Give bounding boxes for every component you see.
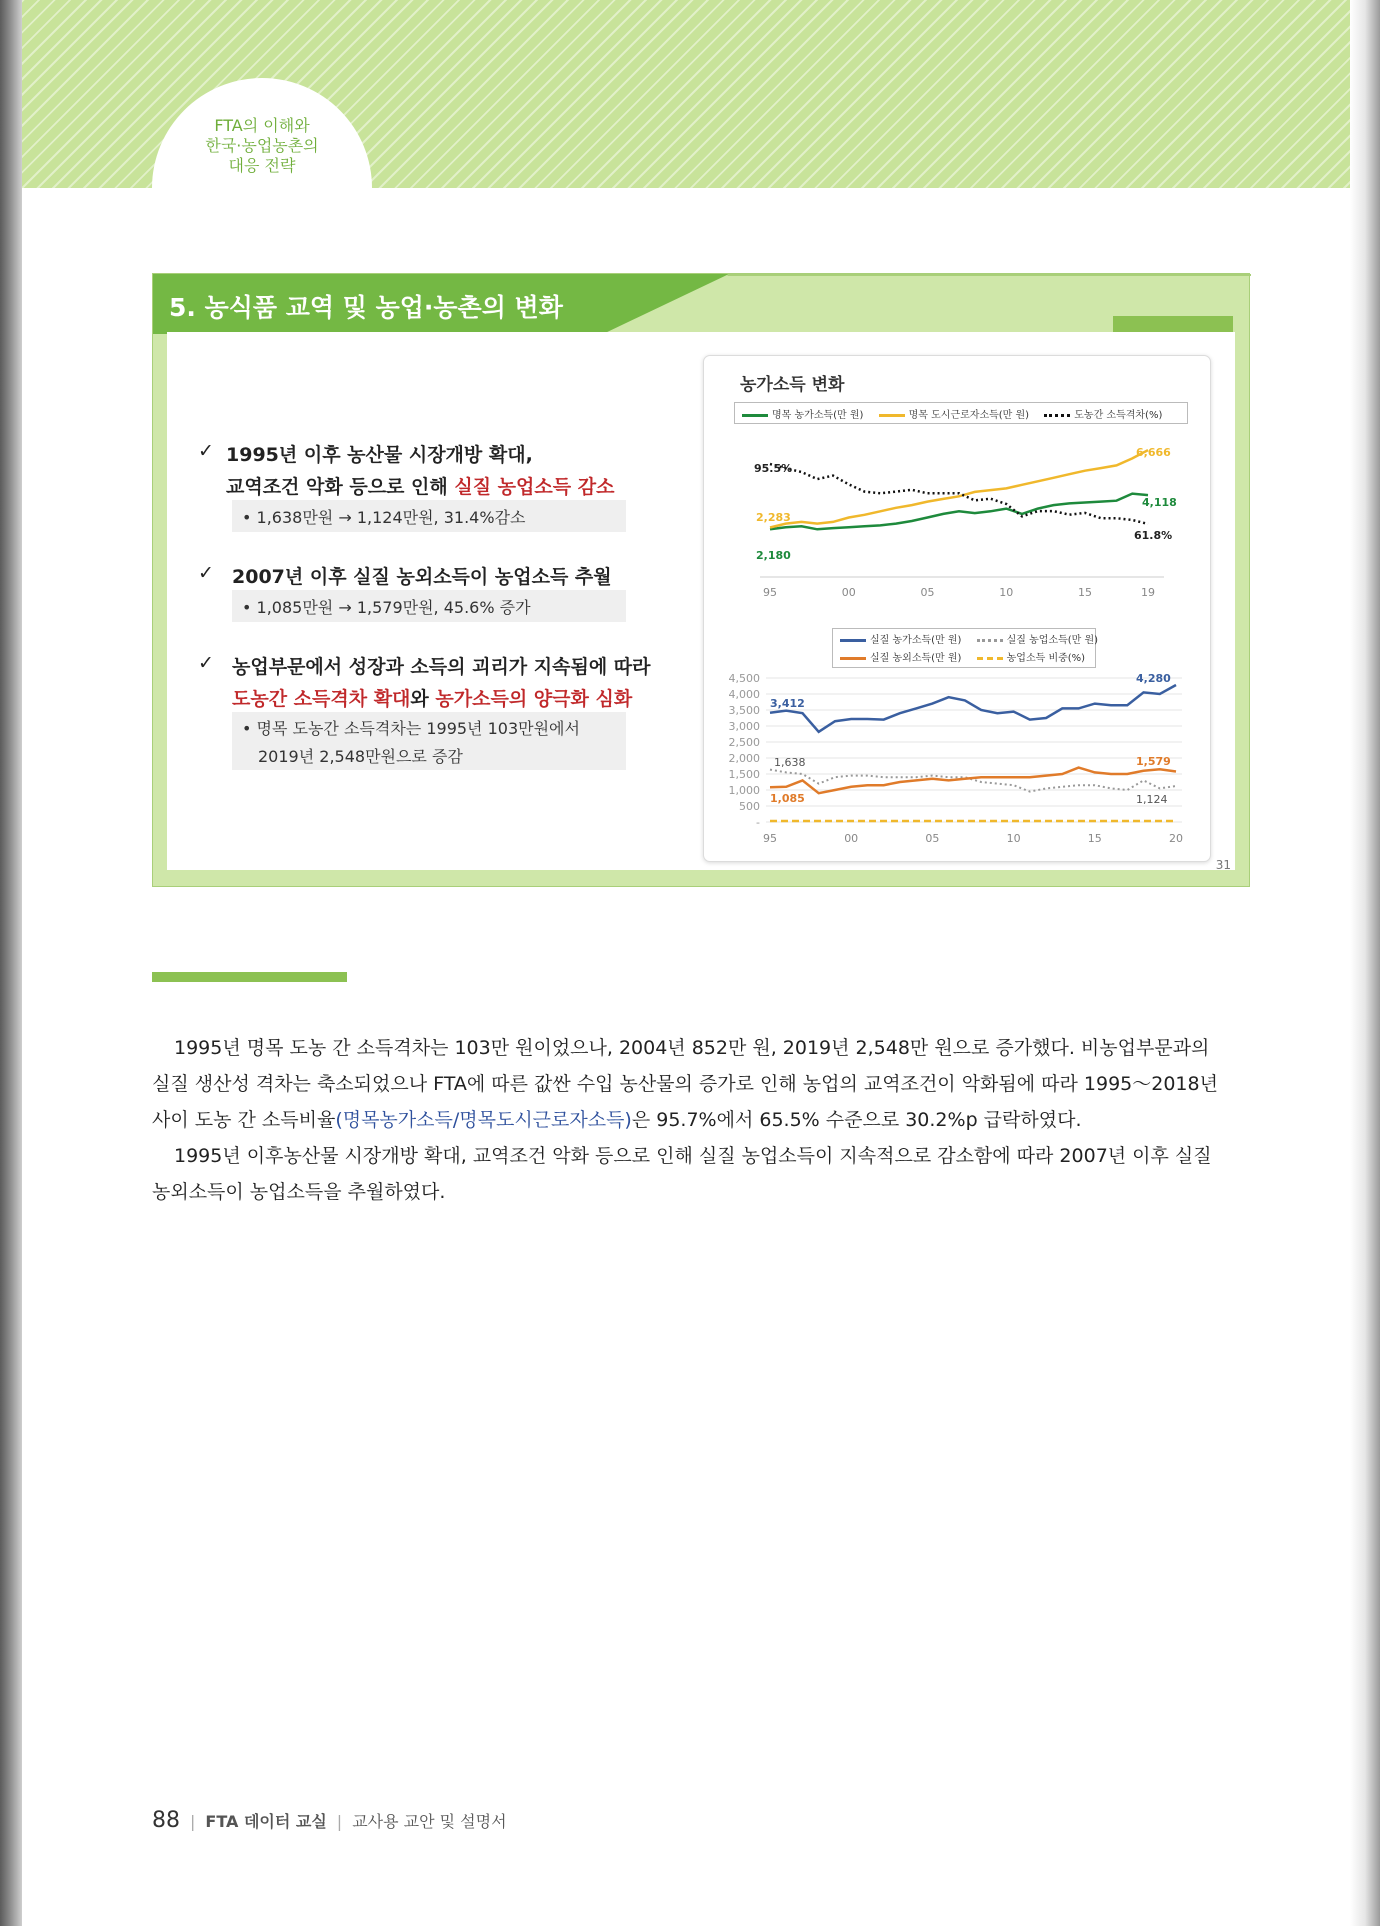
legend-label: 실질 농외소득(만 원) (870, 653, 962, 664)
bullet-line: 농업부문에서 성장과 소득의 괴리가 지속됨에 따라 (232, 656, 651, 678)
x-tick-label: 00 (841, 586, 856, 599)
x-tick-label: 15 (1087, 832, 1102, 845)
sub-bullet: • 명목 도농간 소득격차는 1995년 103만원에서 (242, 719, 580, 738)
chart-plot (704, 356, 1210, 861)
y-tick-label: 3,500 (728, 704, 760, 717)
data-label: 61.8% (1134, 529, 1173, 542)
x-tick-label: 95 (763, 586, 777, 599)
slide-title: 5. 농식품 교역 및 농업·농촌의 변화 (169, 293, 563, 322)
chart-title: 농가소득 변화 (740, 375, 845, 395)
x-tick-label: 10 (999, 586, 1014, 599)
chart2-series-line (770, 685, 1176, 732)
body-line: 실질 생산성 격차는 축소되었으나 FTA에 따른 값싼 수입 농산물의 증가로 인해 농업의 교역조건이 악화됨에 따라 1995～2018년 (152, 1073, 1218, 1095)
y-tick-label: 4,000 (728, 688, 760, 701)
x-tick-label: 00 (844, 832, 859, 845)
footer-doc-title: 교사용 교안 및 설명서 (352, 1812, 507, 1831)
section-divider (152, 972, 347, 982)
page-number: 88 (152, 1808, 180, 1833)
bullet-text: 와 (410, 688, 436, 710)
bullet-line: 2007년 이후 실질 농외소득이 농업소득 추월 (232, 566, 612, 588)
chapter-line: FTA의 이해와 (214, 116, 310, 135)
body-text: 사이 도농 간 소득비율 (152, 1109, 336, 1131)
x-tick-label: 10 (1006, 832, 1021, 845)
x-tick-label: 95 (763, 832, 777, 845)
x-tick-label: 15 (1078, 586, 1092, 599)
y-tick-label: 2,000 (728, 752, 760, 765)
data-label: 2,283 (756, 511, 791, 524)
y-tick-label: 1,000 (728, 784, 760, 797)
sub-bullet: 2019년 2,548만원으로 증감 (258, 747, 463, 766)
y-tick-label: 2,500 (728, 736, 760, 749)
body-highlight: (명목농가소득/명목도시근로자소득) (335, 1109, 632, 1131)
chapter-line: 한국·농업농촌의 (205, 136, 319, 155)
highlight-text: 농가소득의 양극화 심화 (435, 688, 633, 710)
page-footer: 88 | FTA 데이터 교실 | 교사용 교안 및 설명서 (152, 1808, 507, 1833)
legend-label: 실질 농업소득(만 원) (1006, 635, 1099, 646)
chart-card (703, 355, 1211, 862)
slide-accent-bar (1113, 316, 1233, 332)
page-edge (1350, 0, 1380, 1926)
body-line: 농외소득이 농업소득을 추월하였다. (152, 1181, 446, 1203)
chart1-series-line (770, 450, 1148, 527)
data-label: 2,180 (756, 549, 791, 562)
chart1-series-line (770, 494, 1148, 530)
legend-label: 도농간 소득격차(%) (1074, 410, 1163, 421)
y-tick-label: 500 (739, 800, 760, 813)
sub-bullet: • 1,638만원 → 1,124만원, 31.4%감소 (242, 508, 526, 527)
x-tick-label: 05 (920, 586, 935, 599)
data-label: 3,412 (770, 697, 805, 710)
data-label: 1,579 (1136, 755, 1171, 768)
body-line: 1995년 명목 도농 간 소득격차는 103만 원이었으나, 2004년 852만 원, 2019년 2,548만 원으로 증가했다. 비농업부문과의 (174, 1037, 1210, 1059)
y-tick-label: - (756, 816, 760, 829)
highlight-text: 도농간 소득격차 확대 (232, 688, 411, 710)
check-icon: ✓ (198, 440, 214, 462)
data-label: 1,124 (1136, 793, 1168, 806)
sub-bullet: • 1,085만원 → 1,579만원, 45.6% 증가 (242, 598, 531, 617)
data-label: 6,666 (1136, 446, 1171, 459)
legend-label: 명목 도시근로자소득(만 원) (908, 410, 1030, 421)
legend-label: 실질 농가소득(만 원) (870, 635, 962, 646)
chapter-tab (152, 78, 372, 298)
check-icon: ✓ (198, 562, 214, 584)
body-line: 1995년 이후농산물 시장개방 확대, 교역조건 악화 등으로 인해 실질 농업소득이 지속적으로 감소함에 따라 2007년 이후 실질 (174, 1145, 1212, 1167)
x-tick-label: 19 (1141, 586, 1155, 599)
footer-series: FTA 데이터 교실 (205, 1812, 327, 1831)
chapter-line: 대응 전략 (228, 156, 296, 175)
legend-label: 명목 농가소득(만 원) (772, 410, 864, 421)
y-tick-label: 4,500 (728, 672, 760, 685)
binding-edge (0, 0, 22, 1926)
chapter-title (152, 116, 372, 176)
bullet-line (232, 684, 632, 711)
chart1-series-line (770, 464, 1148, 524)
body-text: 은 95.7%에서 65.5% 수준으로 30.2%p 급락하였다. (631, 1109, 1082, 1131)
legend-label: 농업소득 비중(%) (1006, 653, 1086, 664)
y-tick-label: 3,000 (728, 720, 760, 733)
data-label: 4,118 (1142, 496, 1177, 509)
x-tick-label: 05 (925, 832, 940, 845)
bullet-line: 1995년 이후 농산물 시장개방 확대, (226, 444, 533, 466)
bullet-text: 교역조건 악화 등으로 인해 (226, 476, 455, 498)
y-tick-label: 1,500 (728, 768, 760, 781)
data-label: 1,085 (770, 792, 805, 805)
highlight-text: 실질 농업소득 감소 (454, 476, 615, 498)
body-line (152, 1102, 1081, 1138)
chart2-series-line (770, 768, 1176, 794)
data-label: 4,280 (1136, 672, 1171, 685)
data-label: 95.5% (754, 462, 793, 475)
check-icon: ✓ (198, 652, 214, 674)
x-tick-label: 20 (1169, 832, 1183, 845)
data-label: 1,638 (774, 756, 806, 769)
slide-page-number: 31 (1215, 858, 1231, 872)
bullet-line (226, 472, 614, 499)
